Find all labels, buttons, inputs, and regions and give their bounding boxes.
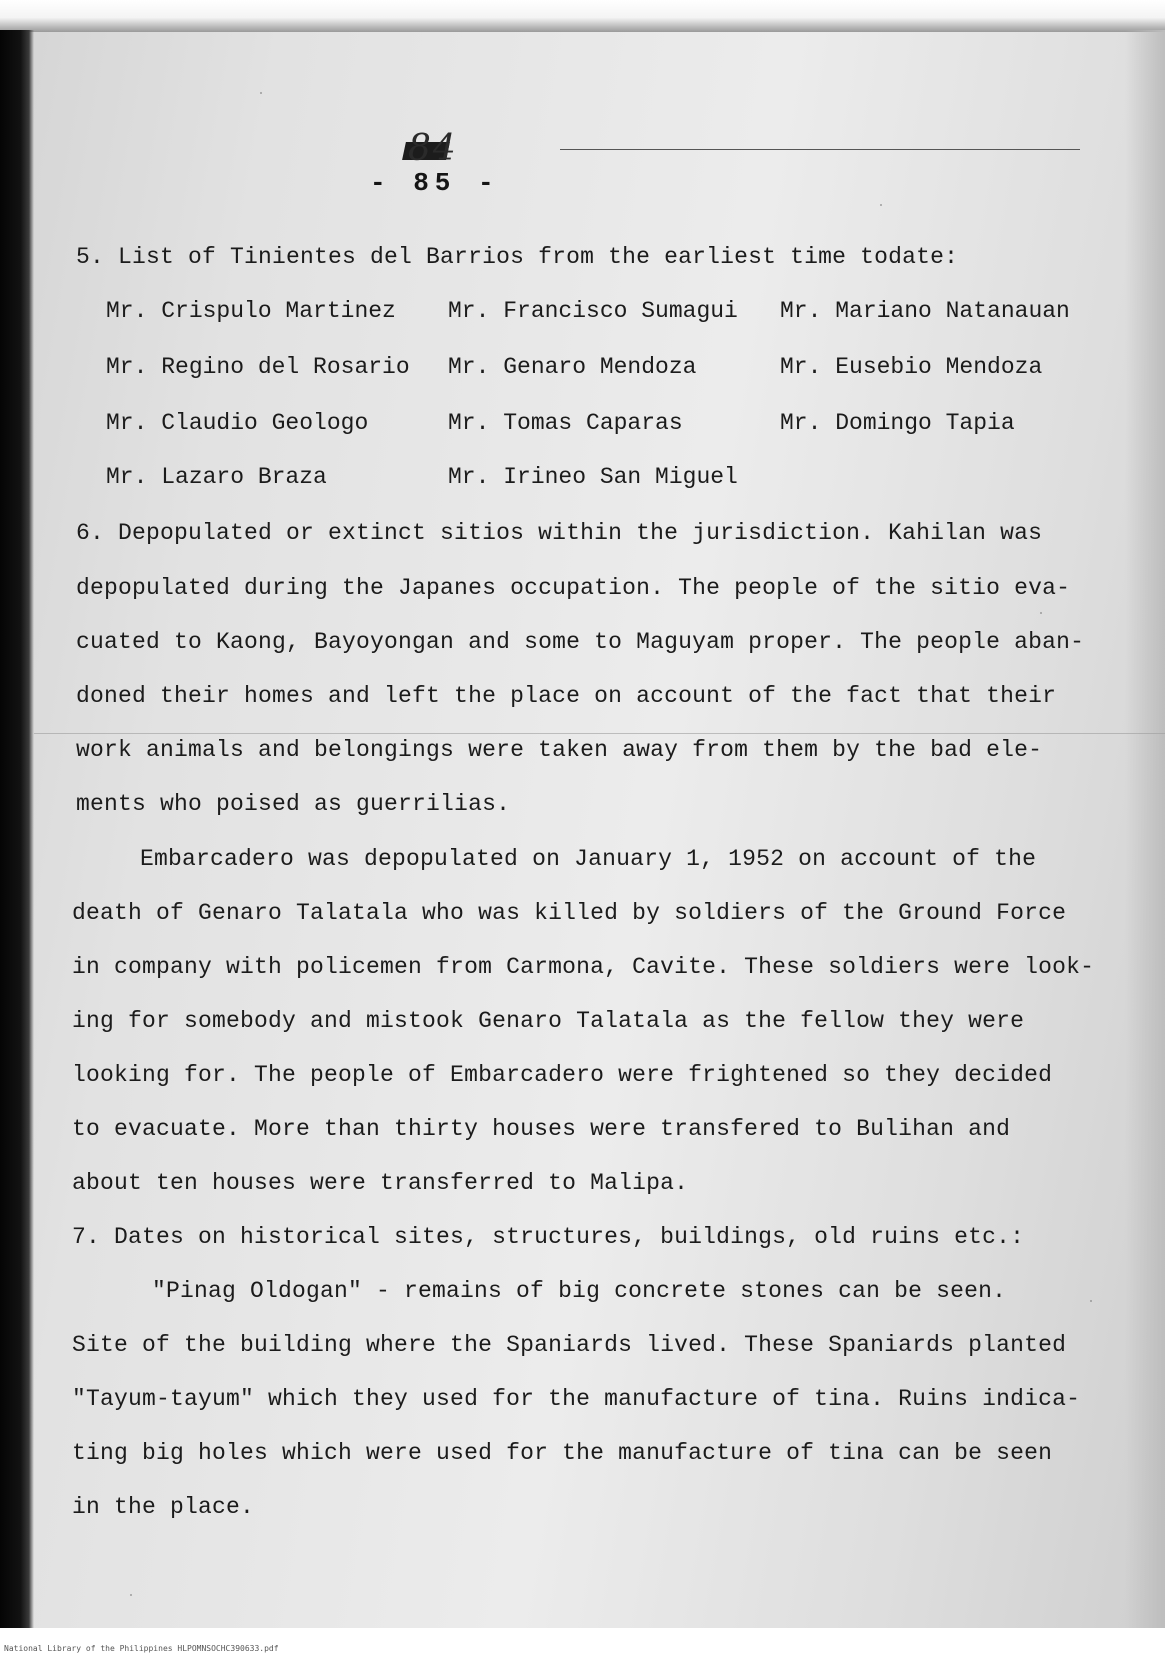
teniente-name: Mr. Crispulo Martinez [106,298,396,324]
section-6-line: work animals and belongings were taken away from them by the bad ele- [76,737,1043,763]
scan-right-edge [1125,30,1165,1628]
section-6-line: cuated to Kaong, Bayoyongan and some to Maguyam proper. The people aban- [76,629,1085,655]
teniente-name: Mr. Irineo San Miguel [448,464,738,490]
section-7-heading: 7. Dates on historical sites, structures, buildings, old ruins etc.: [72,1224,1025,1250]
section-7-line: in the place. [72,1494,255,1520]
scan-speck [880,204,882,206]
section-7-line: "Tayum-tayum" which they used for the manufacture of tina. Ruins indica- [72,1386,1081,1412]
teniente-name: Mr. Eusebio Mendoza [780,354,1043,380]
teniente-name: Mr. Claudio Geologo [106,410,369,436]
scan-speck [130,1594,132,1596]
section-6-line: looking for. The people of Embarcadero were frightened so they decided [72,1062,1053,1088]
scan-binding-edge [0,30,34,1628]
scan-speck [1090,1300,1092,1302]
scan-speck [1040,612,1042,614]
section-6-line: Embarcadero was depopulated on January 1, 1952 on account of the [140,846,1037,872]
section-7-line: Site of the building where the Spaniards lived. These Spaniards planted [72,1332,1067,1358]
teniente-name: Mr. Regino del Rosario [106,354,410,380]
handwritten-page-number: 84 [408,128,458,169]
scan-speck [260,92,262,94]
teniente-name: Mr. Mariano Natanauan [780,298,1070,324]
section-6-line: to evacuate. More than thirty houses were transfered to Bulihan and [72,1116,1011,1142]
section-5-heading: 5. List of Tinientes del Barrios from the earliest time todate: [76,244,959,270]
section-7-line: ting big holes which were used for the manufacture of tina can be seen [72,1440,1053,1466]
teniente-name: Mr. Domingo Tapia [780,410,1015,436]
archive-footer: National Library of the Philippines HLPOMNSOCHC390633.pdf [4,1644,279,1653]
section-6-line: about ten houses were transferred to Malipa. [72,1170,689,1196]
section-6-line: death of Genaro Talatala who was killed by soldiers of the Ground Force [72,900,1067,926]
teniente-name: Mr. Lazaro Braza [106,464,327,490]
section-6-line: ments who poised as guerrilias. [76,791,511,817]
section-6-line: 6. Depopulated or extinct sitios within the jurisdiction. Kahilan was [76,520,1043,546]
header-rule [560,149,1080,150]
scan-top-edge [0,0,1165,32]
typed-page-number: - 85 - [370,168,500,198]
section-6-line: ing for somebody and mistook Genaro Talatala as the fellow they were [72,1008,1025,1034]
teniente-name: Mr. Francisco Sumagui [448,298,738,324]
section-6-line: doned their homes and left the place on account of the fact that their [76,683,1057,709]
section-7-line: "Pinag Oldogan" - remains of big concrete stones can be seen. [152,1278,1007,1304]
section-6-line: depopulated during the Japanes occupation. The people of the sitio eva- [76,575,1071,601]
teniente-name: Mr. Tomas Caparas [448,410,683,436]
section-6-line: in company with policemen from Carmona, Cavite. These soldiers were look- [72,954,1095,980]
teniente-name: Mr. Genaro Mendoza [448,354,697,380]
scan-fold-line [34,733,1165,734]
